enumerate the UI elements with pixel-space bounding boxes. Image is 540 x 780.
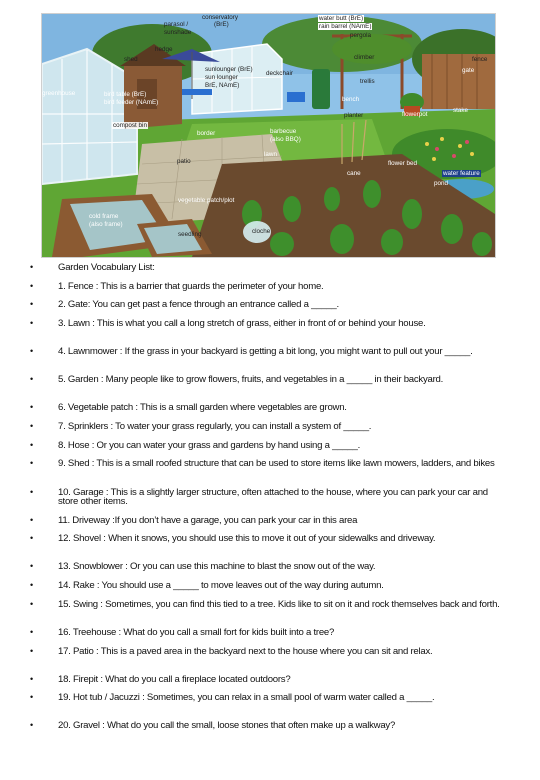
list-item: • 17. Patio : This is a paved area in the backyard next to the house where you can sit and relax. xyxy=(30,645,433,657)
label-water-feature: water feature xyxy=(443,170,480,177)
label-bbq: (also BBQ) xyxy=(270,136,301,143)
list-item: • Garden Vocabulary List: xyxy=(30,262,155,273)
list-item: • 13. Snowblower : Or you can use this machine to blast the snow out of the way. xyxy=(30,561,376,573)
label-sun-lounger: sun lounger xyxy=(205,74,238,81)
list-item: • 3. Lawn : This is what you call a long stretch of grass, either in front of or behind your house. xyxy=(30,318,426,330)
list-item: • 19. Hot tub / Jacuzzi : Sometimes, you can relax in a small pool of warm water called a _____. xyxy=(30,692,435,704)
label-water-butt: water butt (BrE) xyxy=(319,15,364,22)
label-climber: climber xyxy=(354,54,375,61)
label-bird-feeder: bird feeder (NAmE) xyxy=(104,99,159,106)
label-flowerpot: flowerpot xyxy=(402,111,428,118)
label-compost-bin: compost bin xyxy=(113,122,147,129)
list-item: • 8. Hose : Or you can water your grass and gardens by hand using a _____. xyxy=(30,439,360,451)
list-item: • 15. Swing : Sometimes, you can find this tied to a tree. Kids like to sit on it and rock themselves back and forth. xyxy=(30,598,500,610)
list-item: • 2. Gate: You can get past a fence through an entrance called a _____. xyxy=(30,299,339,311)
label-lounger-variants: BrE, NAmE) xyxy=(205,82,240,89)
label-greenhouse: greenhouse xyxy=(42,90,76,97)
garden-illustration xyxy=(41,13,496,258)
label-rain-barrel: rain barrel (NAmE) xyxy=(319,23,372,30)
list-item: • 16. Treehouse : What do you call a small fort for kids built into a tree? xyxy=(30,626,335,638)
label-shed: shed xyxy=(124,56,138,63)
label-vegetable-patch: vegetable patch/plot xyxy=(178,197,235,204)
label-trellis: trellis xyxy=(360,78,375,85)
list-item: • 7. Sprinklers : To water your grass regularly, you can install a system of _____. xyxy=(30,421,372,433)
label-conservatory: conservatory xyxy=(202,14,239,21)
label-patio: patio xyxy=(177,158,191,165)
label-cane: cane xyxy=(347,170,361,177)
list-item: • 20. Gravel : What do you call the small, loose stones that often make up a walkway? xyxy=(30,720,396,732)
label-gate: gate xyxy=(462,67,475,74)
list-item: • 5. Garden : Many people like to grow flowers, fruits, and vegetables in a _____ in their backyard. xyxy=(30,374,444,386)
label-pergola: pergola xyxy=(350,32,372,39)
list-item: • 1. Fence : This is a barrier that guards the perimeter of your home. xyxy=(30,280,324,292)
label-sunshade: sunshade xyxy=(164,29,192,36)
label-border: border xyxy=(197,130,216,137)
label-barbecue: barbecue xyxy=(270,128,297,135)
list-item: • 11. Driveway :If you don’t have a garage, you can park your car in this area xyxy=(30,514,358,526)
label-lawn: lawn xyxy=(264,151,277,158)
label-bird-table: bird table (BrE) xyxy=(104,91,147,98)
list-item: • 4. Lawnmower : If the grass in your backyard is getting a bit long, you might want to pull out your _____. xyxy=(30,346,473,358)
label-cloche: cloche xyxy=(252,228,271,235)
label-bench: bench xyxy=(342,96,360,103)
list-item: • 12. Shovel : When it snows, you should use this to move it out of your sidewalks and driveway. xyxy=(30,533,436,545)
label-parasol: parasol / xyxy=(164,21,189,28)
label-deckchair: deckchair xyxy=(266,70,293,77)
label-sunlounger: sunlounger (BrE) xyxy=(205,66,253,73)
label-flower-bed: flower bed xyxy=(388,160,418,167)
list-item: • 6. Vegetable patch : This is a small garden where vegetables are grown. xyxy=(30,402,347,414)
label-pond: pond xyxy=(434,180,449,187)
list-item: • 18. Firepit : What do you call a fireplace located outdoors? xyxy=(30,673,291,685)
label-fence: fence xyxy=(472,56,488,63)
label-planter: planter xyxy=(344,112,364,119)
list-item: • 9. Shed : This is a small roofed structure that can be used to store items like lawn mowers, ladders, and bikes xyxy=(30,458,495,470)
list-item: • 10. Garage : This is a slightly larger structure, often attached to the house, where you can park your car and store other items. xyxy=(30,486,488,507)
label-cold-frame: cold frame xyxy=(89,213,119,220)
label-stake: stake xyxy=(453,107,469,114)
label-hedge: hedge xyxy=(155,46,173,53)
label-parasol-brE: (BrE) xyxy=(214,21,229,28)
vocabulary-list xyxy=(30,263,500,740)
label-seedling: seedling xyxy=(178,231,202,238)
label-also-frame: (also frame) xyxy=(89,221,123,228)
list-item: • 14. Rake : You should use a _____ to move leaves out of the way during autumn. xyxy=(30,580,384,592)
